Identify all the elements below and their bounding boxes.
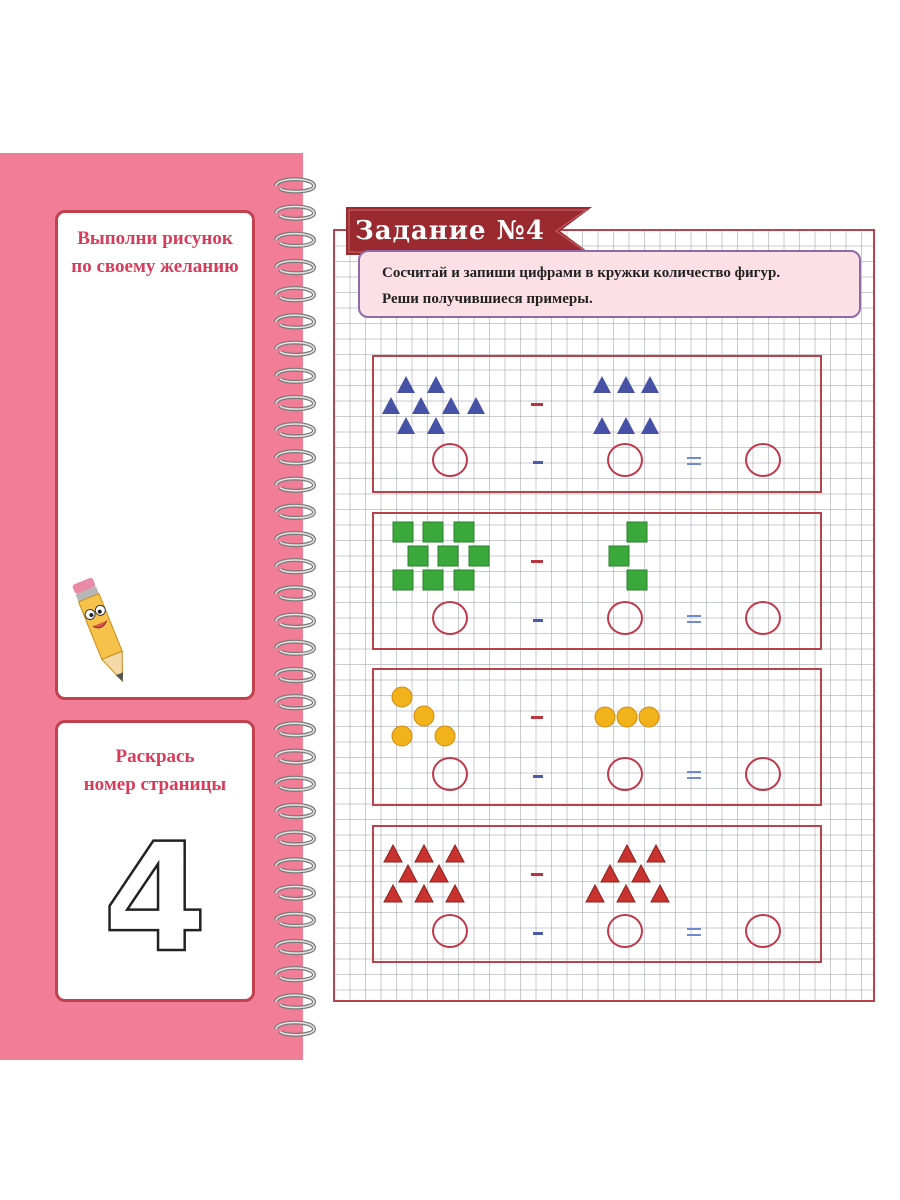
spiral-ring <box>276 478 314 490</box>
minus-sign <box>531 560 543 563</box>
spiral-ring <box>276 669 314 681</box>
minus-sign <box>533 619 543 622</box>
instruction-line2: Реши получившиеся примеры. <box>382 291 593 307</box>
answer-circle[interactable] <box>607 601 643 635</box>
spiral-ring <box>276 1022 314 1034</box>
minus-sign <box>533 461 543 464</box>
spiral-ring <box>276 832 314 844</box>
spiral-ring <box>276 370 314 382</box>
answer-circle[interactable] <box>432 914 468 948</box>
spiral-binding <box>270 170 322 1050</box>
equals-sign <box>687 771 701 779</box>
answer-circle[interactable] <box>432 757 468 791</box>
spiral-ring <box>276 968 314 980</box>
minus-sign <box>531 403 543 406</box>
spiral-ring <box>276 805 314 817</box>
answer-circle[interactable] <box>432 601 468 635</box>
drawing-card-title-line2: по своему желанию <box>71 256 239 277</box>
page-number-outline[interactable] <box>100 828 210 958</box>
minus-sign <box>531 716 543 719</box>
spiral-ring <box>276 859 314 871</box>
drawing-card <box>55 210 255 700</box>
spiral-ring <box>276 261 314 273</box>
spiral-ring <box>276 750 314 762</box>
task-title: Задание №4 <box>354 216 546 246</box>
spiral-ring <box>276 560 314 572</box>
spiral-ring <box>276 533 314 545</box>
spiral-ring <box>276 451 314 463</box>
spiral-ring <box>276 941 314 953</box>
drawing-card-title <box>58 225 252 281</box>
minus-sign <box>533 932 543 935</box>
spiral-ring <box>276 179 314 191</box>
spiral-ring <box>276 288 314 300</box>
spiral-ring <box>276 342 314 354</box>
answer-circle[interactable] <box>607 914 643 948</box>
answer-circle[interactable] <box>745 443 781 477</box>
spiral-ring <box>276 506 314 518</box>
answer-circle[interactable] <box>745 757 781 791</box>
answer-circle[interactable] <box>607 757 643 791</box>
spiral-ring <box>276 315 314 327</box>
drawing-card-title-line1: Выполни рисунок <box>77 228 233 249</box>
spiral-ring <box>276 642 314 654</box>
equals-sign <box>687 457 701 465</box>
spiral-ring <box>276 397 314 409</box>
spiral-ring <box>276 696 314 708</box>
spiral-ring <box>276 914 314 926</box>
answer-circle[interactable] <box>432 443 468 477</box>
minus-sign <box>531 873 543 876</box>
answer-circle[interactable] <box>745 914 781 948</box>
spiral-ring <box>276 995 314 1007</box>
page-number-card-title-line2: номер страницы <box>83 774 227 795</box>
spiral-ring <box>276 723 314 735</box>
equals-sign <box>687 928 701 936</box>
spiral-ring <box>276 234 314 246</box>
pencil-icon <box>68 573 138 693</box>
instruction-box <box>358 250 861 318</box>
page-number-digit: 4 <box>102 828 208 958</box>
spiral-ring <box>276 424 314 436</box>
spiral-ring <box>276 587 314 599</box>
page-number-card-title-line1: Раскрась <box>115 746 195 767</box>
spiral-ring <box>276 886 314 898</box>
minus-sign <box>533 775 543 778</box>
spiral-ring <box>276 614 314 626</box>
page-number-card-title <box>58 743 252 799</box>
instruction-line1: Сосчитай и запиши цифрами в кружки количество фигур. <box>382 265 781 281</box>
equals-sign <box>687 615 701 623</box>
spiral-ring <box>276 778 314 790</box>
answer-circle[interactable] <box>607 443 643 477</box>
answer-circle[interactable] <box>745 601 781 635</box>
spiral-ring <box>276 206 314 218</box>
